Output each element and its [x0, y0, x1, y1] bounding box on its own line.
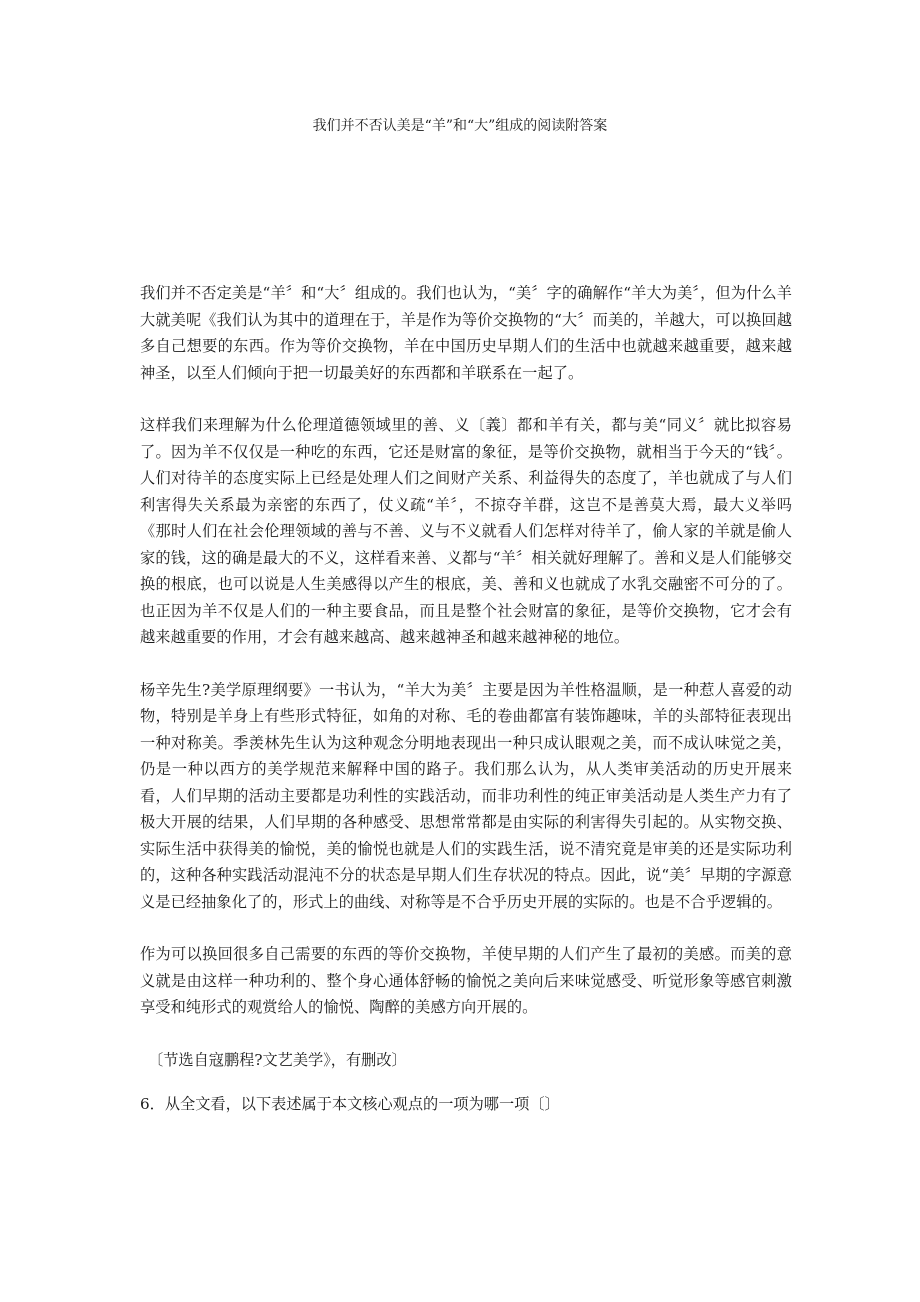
paragraph-1: 我们并不否定美是“羊〞和“大〞组成的。我们也认为，“美〞字的确解作“羊大为美〞，但为什么羊大就美呢《我们认为其中的道理在于，羊是作为等价交换物的“大〞而美的，羊越大，可以换回越多自己想要的东西。作为等价交换物，羊在中国历史早期人们的生活中也就越来越重要，越来越神圣，以至人们倾向于把一切最美好的东西都和羊联系在一起了。: [140, 284, 792, 382]
document-title: 我们并不否认美是“羊”和“大”组成的阅读附答案: [312, 118, 608, 134]
paragraph-3: 杨辛先生?美学原理纲要》一书认为，“羊大为美〞主要是因为羊性格温顺，是一种惹人喜爱的动物，特别是羊身上有些形式特征，如角的对称、毛的卷曲都富有装饰趣味，羊的头部特征表现出一种对称美。季羡林先生认为这种观念分明地表现出一种只成认眼观之美，而不成认味觉之美，仍是一种以西方的美学规范来解释中国的路子。我们那么认为，从人类审美活动的历史开展来看，人们早期的活动主要都是功利性的实践活动，而非功利性的纯正审美活动是人类生产力有了极大开展的结果，人们早期的各种感受、思想常常都是由实际的利害得失引起的。从实物交换、实际生活中获得美的愉悦，美的愉悦也就是人们的实践生活，说不清究竟是审美的还是实际功利的，这种各种实践活动混沌不分的状态是早期人们生存状况的特点。因此，说“美〞早期的字源意义是已经抽象化了的，形式上的曲线、对称等是不合乎历史开展的实际的。也是不合乎逻辑的。: [140, 680, 792, 911]
article-body: [140, 280, 792, 1118]
paragraph-4: 作为可以换回很多自己需要的东西的等价交换物，羊使早期的人们产生了最初的美感。而美的意义就是由这样一种功利的、整个身心通体舒畅的愉悦之美向后来味觉感受、听觉形象等感官刺激享受和纯形式的观赏给人的愉悦、陶醉的美感方向开展的。: [140, 945, 792, 1016]
question-6: 6．从全文看，以下表述属于本文核心观点的一项为哪一项〔〕: [140, 1095, 560, 1113]
paragraph-2: 这样我们来理解为什么伦理道德领域里的善、义〔義〕都和羊有关，都与美“同义〞就比拟容易了。因为羊不仅仅是一种吃的东西，它还是财富的象征，是等价交换物，就相当于今天的“钱〞。人们对待羊的态度实际上已经是处理人们之间财产关系、利益得失的态度了，羊也就成了与人们利害得失关系最为亲密的东西了，仗义疏“羊〞，不掠夺羊群，这岂不是善莫大焉，最大义举吗《那时人们在社会伦理领域的善与不善、义与不义就看人们怎样对待羊了，偷人家的羊就是偷人家的钱，这的确是最大的不义，这样看来善、义都与“羊〞相关就好理解了。善和义是人们能够交换的根底，也可以说是人生美感得以产生的根底，美、善和义也就成了水乳交融密不可分的了。也正因为羊不仅是人们的一种主要食品，而且是整个社会财富的象征，是等价交换物，它才会有越来越重要的作用，才会有越来越高、越来越神圣和越来越神秘的地位。: [140, 416, 792, 646]
source-note: 〔节选自寇鹏程?文艺美学》，有删改〕: [148, 1050, 407, 1069]
